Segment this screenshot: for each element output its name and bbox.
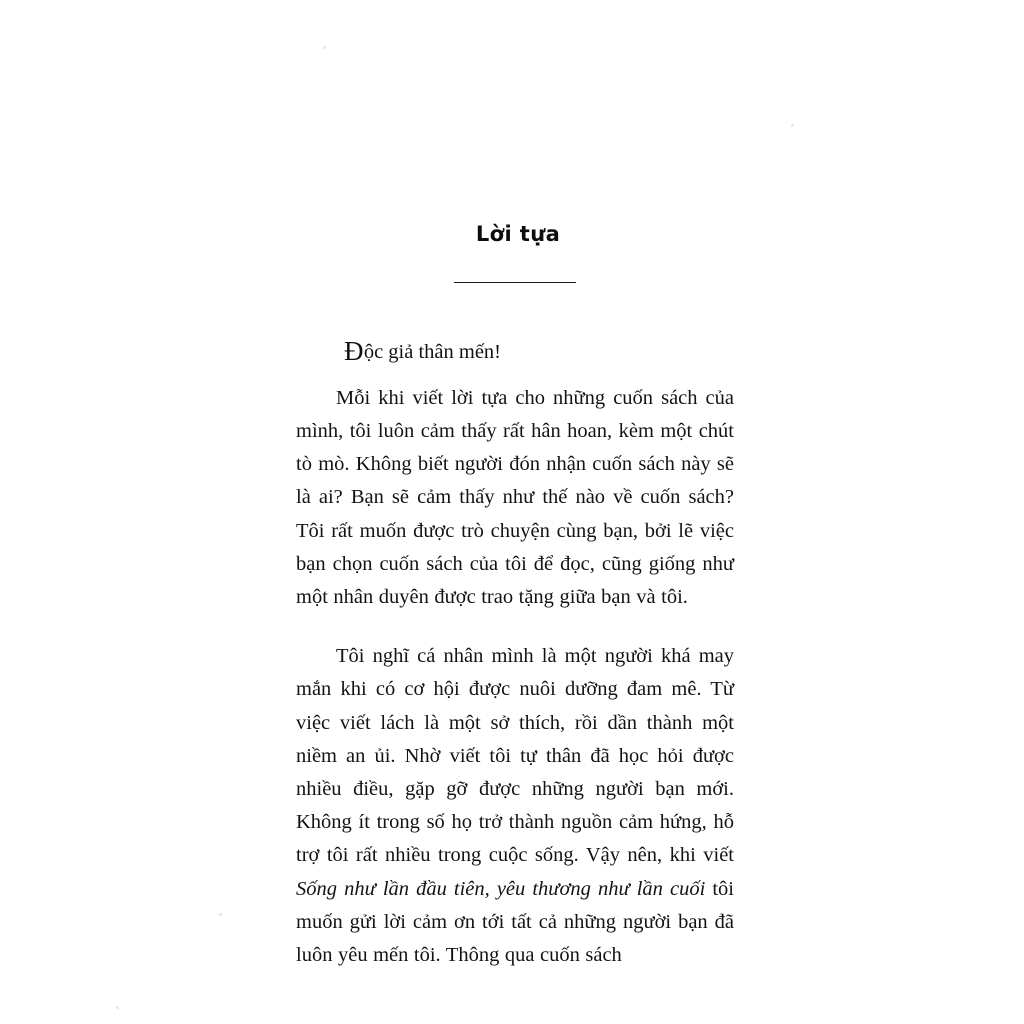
salutation-text: ộc giả thân mến!	[363, 341, 501, 363]
book-title-mention: Sống như lần đầu tiên, yêu thương như lần cuối	[296, 877, 706, 900]
text-column	[296, 222, 734, 972]
salutation	[296, 337, 734, 368]
paragraph-2	[296, 640, 734, 972]
paragraph-2-part-1: Tôi nghĩ cá nhân mình là một người khá may mắn khi có cơ hội được nuôi dưỡng đam mê. Từ việc viết lách là một sở thích, rồi dần thành một niềm an ủi. Nhờ viết tôi tự thân đã học hỏi được nhiều điều, gặp gỡ được những người bạn mới. Không ít trong số họ trở thành nguồn cảm hứng, hỗ trợ tôi rất nhiều trong cuộc sống. Vậy nên, khi viết	[296, 645, 734, 867]
scan-speckle	[791, 124, 794, 127]
page-title: Lời tựa	[475, 222, 561, 246]
paragraph-1: Mỗi khi viết lời tựa cho những cuốn sách của mình, tôi luôn cảm thấy rất hân hoan, kèm một chút tò mò. Không biết người đón nhận cuốn sách này sẽ là ai? Bạn sẽ cảm thấy như thế nào về cuốn sách? Tôi rất muốn được trò chuyện cùng bạn, bởi lẽ việc bạn chọn cuốn sách của tôi để đọc, cũng giống như một nhân duyên được trao tặng giữa bạn và tôi.	[296, 386, 734, 608]
paragraph-2-part-2: tôi muốn gửi lời cảm ơn tới tất cả những người bạn đã luôn yêu mến tôi. Thông qua cuốn sách	[296, 877, 735, 966]
scan-speckle	[219, 913, 222, 916]
scan-speckle	[116, 1006, 119, 1009]
scan-speckle	[323, 46, 326, 49]
title-divider	[454, 282, 576, 283]
drop-cap: Đ	[344, 336, 364, 366]
